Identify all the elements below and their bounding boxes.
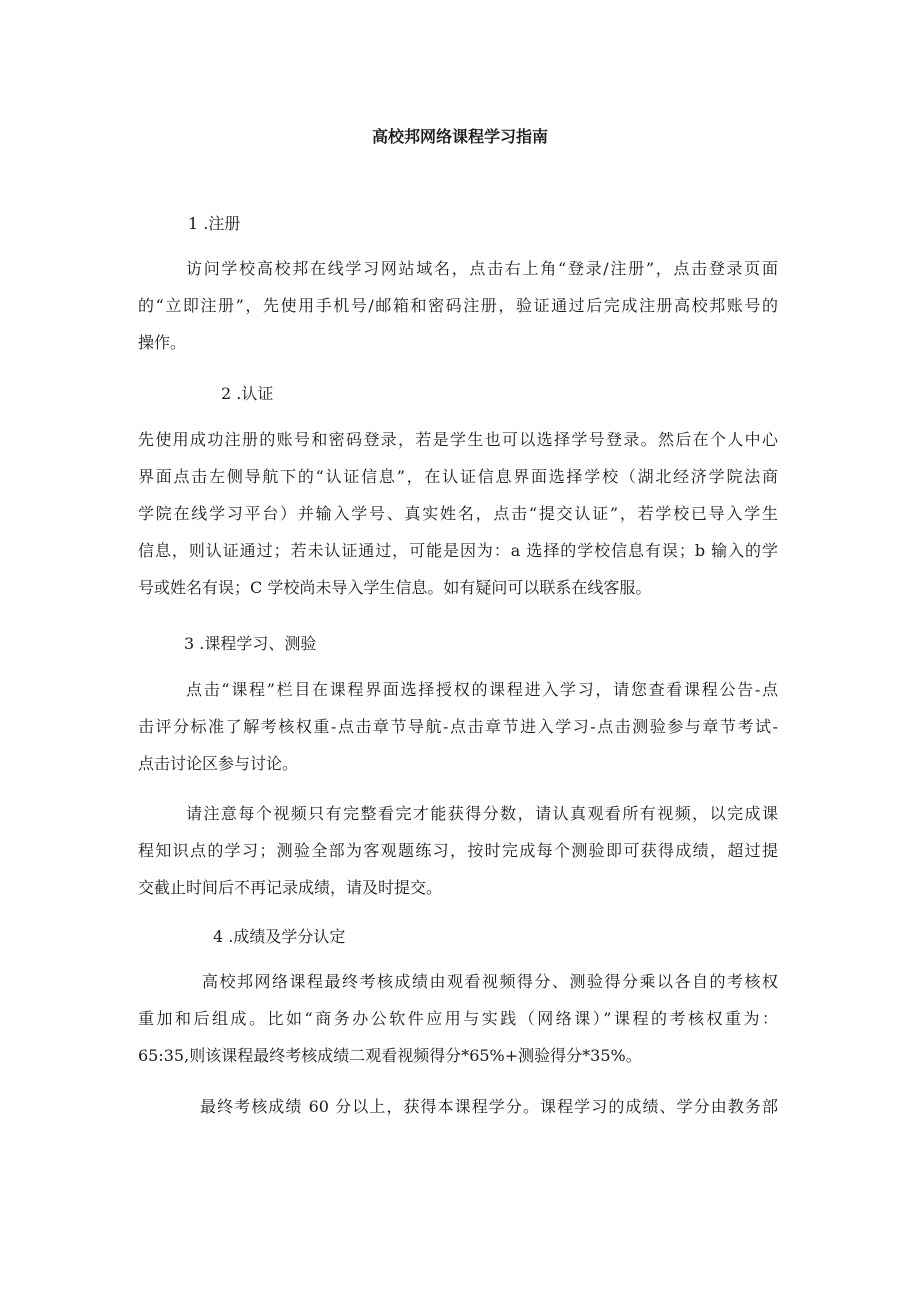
paragraph-line: 先使用成功注册的账号和密码登录，若是学生也可以选择学号登录。然后在个人中心 xyxy=(138,430,778,449)
paragraph-line: 请注意每个视频只有完整看完才能获得分数，请认真观看所有视频，以完成课 xyxy=(186,804,778,823)
paragraph-line: 访问学校高校邦在线学习网站域名，点击右上角“登录/注册”，点击登录页面 xyxy=(186,259,778,278)
paragraph-study xyxy=(138,671,778,782)
paragraph-line: 高校邦网络课程最终考核成绩由观看视频得分、测验得分乘以各自的考核权 xyxy=(202,972,778,991)
paragraph-line: 界面点击左侧导航下的“认证信息”，在认证信息界面选择学校（湖北经济学院法商 xyxy=(138,467,778,486)
document-title: 高校邦网络课程学习指南 xyxy=(371,127,548,146)
paragraph-line: 信息，则认证通过；若未认证通过，可能是因为：a 选择的学校信息有误；b 输入的学 xyxy=(138,541,778,560)
section-heading-register: 1 .注册 xyxy=(188,214,241,233)
paragraph-verify xyxy=(138,421,778,606)
paragraph-line: 学院在线学习平台）并输入学号、真实姓名，点击“提交认证”，若学校已导入学生 xyxy=(138,504,778,523)
paragraph-line: 程知识点的学习；测验全部为客观题练习，按时完成每个测验即可获得成绩，超过提 xyxy=(138,841,778,860)
section-heading-verify: 2 .认证 xyxy=(221,384,274,403)
paragraph-line: 的“立即注册”，先使用手机号/邮箱和密码注册，验证通过后完成注册高校邦账号的 xyxy=(138,296,778,315)
paragraph-line: 交截止时间后不再记录成绩，请及时提交。 xyxy=(138,878,443,897)
paragraph-register xyxy=(138,250,778,361)
section-heading-grades: 4 .成绩及学分认定 xyxy=(213,927,346,946)
paragraph-grades xyxy=(138,963,778,1074)
paragraph-line: 击评分标准了解考核权重-点击章节导航-点击章节进入学习-点击测验参与章节考试- xyxy=(138,717,778,736)
paragraph-line: 65:35,则该课程最终考核成绩二观看视频得分*65%+测验得分*35%。 xyxy=(138,1046,642,1065)
paragraph-line: 重加和后组成。比如“商务办公软件应用与实践（网络课）”课程的考核权重为： xyxy=(138,1009,778,1028)
paragraph-line: 最终考核成绩 60 分以上，获得本课程学分。课程学习的成绩、学分由教务部 xyxy=(200,1097,778,1116)
paragraph-credits xyxy=(138,1088,778,1125)
paragraph-line: 点击“课程”栏目在课程界面选择授权的课程进入学习，请您查看课程公告-点 xyxy=(186,680,778,699)
paragraph-line: 操作。 xyxy=(138,333,187,352)
section-heading-study: 3 .课程学习、测验 xyxy=(184,634,317,653)
paragraph-line: 点击讨论区参与讨论。 xyxy=(138,754,299,773)
paragraph-study-note xyxy=(138,795,778,906)
paragraph-line: 号或姓名有误；C 学校尚未导入学生信息。如有疑问可以联系在线客服。 xyxy=(138,578,652,597)
